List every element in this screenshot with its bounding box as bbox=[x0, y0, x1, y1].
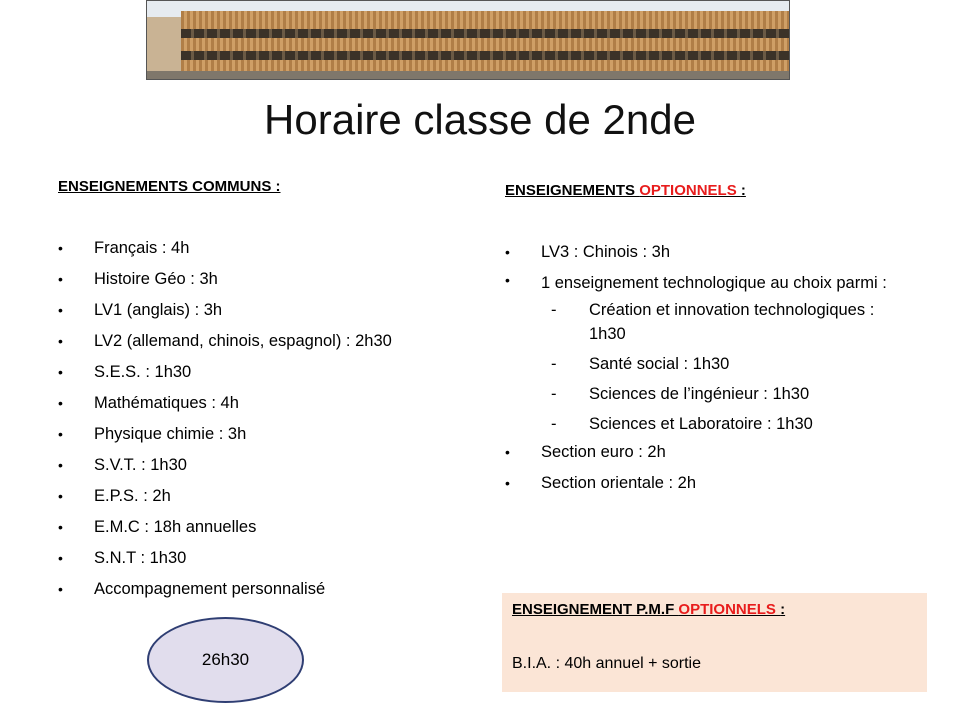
common-heading: ENSEIGNEMENTS COMMUNS : bbox=[58, 178, 281, 195]
bullet-icon: • bbox=[58, 364, 63, 380]
list-item: • LV2 (allemand, chinois, espagnol) : 2h30 bbox=[58, 332, 392, 350]
bullet-icon: • bbox=[58, 426, 63, 442]
list-item: • S.N.T : 1h30 bbox=[58, 549, 187, 567]
bullet-icon: • bbox=[58, 240, 63, 256]
list-item: • Français : 4h bbox=[58, 239, 190, 257]
bullet-icon: • bbox=[58, 333, 63, 349]
dash-icon: - bbox=[551, 415, 557, 433]
list-item: • S.V.T. : 1h30 bbox=[58, 456, 187, 474]
bullet-icon: • bbox=[505, 475, 510, 491]
list-item: • LV3 : Chinois : 3h bbox=[505, 243, 671, 261]
list-item: • Histoire Géo : 3h bbox=[58, 270, 218, 288]
bullet-icon: • bbox=[505, 244, 510, 260]
total-hours-oval bbox=[147, 617, 304, 703]
sub-list-item: - Sciences de l’ingénieur : 1h30 bbox=[541, 382, 905, 406]
list-item: • Accompagnement personnalisé bbox=[58, 580, 326, 598]
common-list bbox=[58, 238, 478, 610]
bullet-icon: • bbox=[58, 457, 63, 473]
list-item: • S.E.S. : 1h30 bbox=[58, 363, 192, 381]
dash-icon: - bbox=[551, 385, 557, 403]
optional-list bbox=[505, 242, 905, 504]
technology-choices bbox=[541, 298, 905, 436]
bullet-icon: • bbox=[58, 271, 63, 287]
list-item: • Section euro : 2h bbox=[505, 443, 666, 461]
sub-list-item: - Sciences et Laboratoire : 1h30 bbox=[541, 412, 905, 436]
dash-icon: - bbox=[551, 355, 557, 373]
dash-icon: - bbox=[551, 301, 557, 319]
bullet-icon: • bbox=[58, 550, 63, 566]
list-item: • LV1 (anglais) : 3h bbox=[58, 301, 223, 319]
list-item: • 1 enseignement technologique au choix parmi : - Création et innovation technologiques : 1h30 - Santé social : 1h30 - Sciences de l’ingénieur : 1h30 - Sciences et Laboratoire : 1h30 bbox=[505, 270, 905, 436]
bullet-icon: • bbox=[58, 488, 63, 504]
bullet-icon: • bbox=[505, 272, 510, 288]
list-item: • Physique chimie : 3h bbox=[58, 425, 247, 443]
bullet-icon: • bbox=[58, 302, 63, 318]
bullet-icon: • bbox=[58, 519, 63, 535]
sub-list-item: - Santé social : 1h30 bbox=[541, 352, 905, 376]
bullet-icon: • bbox=[58, 395, 63, 411]
bullet-icon: • bbox=[505, 444, 510, 460]
slide-title: Horaire classe de 2nde bbox=[264, 96, 696, 143]
optional-heading: ENSEIGNEMENTS OPTIONNELS : bbox=[505, 182, 746, 199]
pmf-line: B.I.A. : 40h annuel + sortie bbox=[512, 655, 702, 672]
pmf-heading: ENSEIGNEMENT P.M.F OPTIONNELS : bbox=[512, 601, 786, 618]
list-item: • Section orientale : 2h bbox=[505, 474, 697, 492]
pmf-options-box bbox=[502, 593, 927, 692]
list-item: • Mathématiques : 4h bbox=[58, 394, 239, 412]
list-item: • E.P.S. : 2h bbox=[58, 487, 171, 505]
total-hours: 26h30 bbox=[201, 650, 250, 669]
bullet-icon: • bbox=[58, 581, 63, 597]
sub-list-item: - Création et innovation technologiques : 1h30 bbox=[541, 298, 905, 346]
list-item: • E.M.C : 18h annuelles bbox=[58, 518, 257, 536]
school-building-photo bbox=[146, 0, 790, 80]
